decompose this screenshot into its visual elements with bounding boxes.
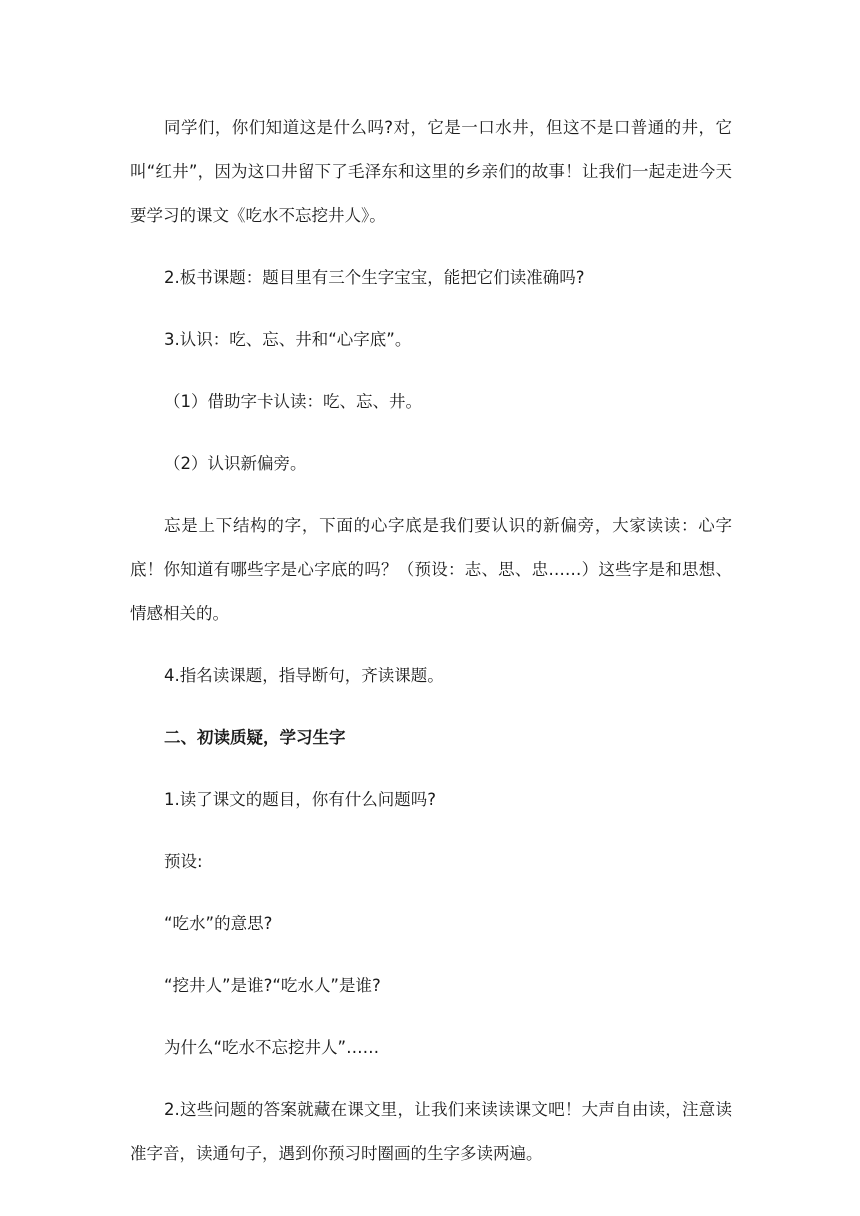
paragraph-preset-1: “吃水”的意思? (164, 914, 273, 933)
paragraph-preset-label: 预设: (164, 852, 203, 871)
paragraph-intro: 同学们，你们知道这是什么吗?对，它是一口水井，但这不是口普通的井，它叫“红井”，因为这口井留下了毛泽东和这里的乡亲们的故事！让我们一起走进今天要学习的课文《吃水不忘挖井人》。 (130, 118, 732, 225)
paragraph-step-3: 3.认识：吃、忘、井和“心字底”。 (164, 330, 412, 349)
paragraph-substep-2: （2）认识新偏旁。 (164, 454, 307, 473)
paragraph-step-4: 4.指名读课题，指导断句，齐读课题。 (164, 666, 444, 685)
paragraph-question-1: 1.读了课文的题目，你有什么问题吗? (164, 790, 437, 809)
paragraph-question-2: 2.这些问题的答案就藏在课文里，让我们来读读课文吧！大声自由读，注意读准字音，读通句子，遇到你预习时圈画的生字多读两遍。 (130, 1100, 732, 1163)
paragraph-substep-1: （1）借助字卡认读：吃、忘、井。 (164, 392, 422, 411)
paragraph-step-2: 2.板书课题：题目里有三个生字宝宝，能把它们读准确吗? (164, 268, 585, 287)
paragraph-radical-explanation: 忘是上下结构的字，下面的心字底是我们要认识的新偏旁，大家读读：心字底！你知道有哪些字是心字底的吗？（预设：志、思、忠……）这些字是和思想、情感相关的。 (130, 516, 732, 623)
paragraph-preset-3: 为什么“吃水不忘挖井人”…… (164, 1038, 380, 1057)
document-body (130, 106, 732, 1194)
paragraph-preset-2: “挖井人”是谁?“吃水人”是谁? (164, 976, 381, 995)
section-heading: 二、初读质疑，学习生字 (164, 728, 346, 747)
